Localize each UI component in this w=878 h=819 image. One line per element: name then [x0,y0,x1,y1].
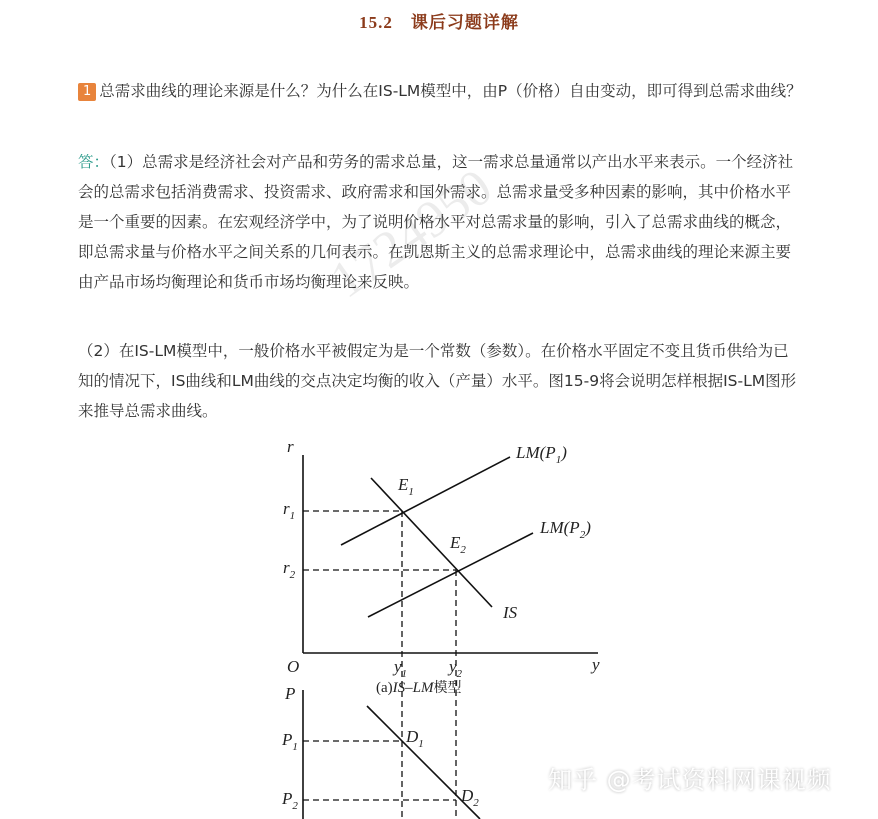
d2-label: $D_2$ [461,786,479,809]
is-label: IS [503,603,518,622]
e2-label: $E_2$ [450,533,466,556]
answer-part2-text: （2）在IS-LM模型中，一般价格水平被假定为是一个常数（参数）。在价格水平固定不变且货币供给为已知的情况下，IS曲线和LM曲线的交点决定均衡的收入（产量）水平。图15-9将会说明怎样根据IS-LM图形来推导总需求曲线。 [78,342,797,420]
diagonal-watermark: 1724950 [320,158,503,310]
top-y-axis-label: r [287,437,294,456]
section-number: 15.2 [359,13,393,32]
d1-label: $D_1$ [406,727,424,750]
origin-label: O [287,657,300,676]
lm-p1-label: $LM(P_1)$ [516,443,567,466]
lm-p1-curve [341,457,510,545]
p2-label: $P_2$ [282,789,298,812]
question-number-badge: 1 [78,83,96,101]
p1-label: $P_1$ [282,730,298,753]
answer-label: 答： [78,153,110,171]
r1-label: $r_1$ [283,499,296,522]
brand-watermark: 知乎 @考试资料网课视频 [548,766,832,794]
bottom-y-axis-label: P [285,684,296,703]
y1-label: $y_1$ [394,657,408,680]
figure-caption-a: (a)IS–LM模型 [376,680,462,696]
lm-p2-label: $LM(P_2)$ [540,518,591,541]
answer-part1-text: （1）总需求是经济社会对产品和劳务的需求总量，这一需求总量通常以产出水平来表示。一个经济社会的总需求包括消费需求、投资需求、政府需求和国外需求。总需求量受多种因素的影响，其中价格水平是一个重要的因素。在宏观经济学中，为了说明价格水平对总需求量的影响，引入了总需求曲线的概念，即总需求量与价格水平之间关系的几何表示。在凯恩斯主义的总需求理论中，总需求曲线的理论来源主要由产品市场均衡理论和货币市场均衡理论来反映。 [78,153,794,291]
e1-label: $E_1$ [398,475,414,498]
question-text: 总需求曲线的理论来源是什么？为什么在IS-LM模型中，由P（价格）自由变动，即可得到总需求曲线？ [99,82,802,100]
r2-label: $r_2$ [283,558,296,581]
section-heading: 课后习题详解 [410,13,519,33]
top-x-axis-label: y [592,655,600,674]
y2-label: $y_2$ [449,657,463,680]
